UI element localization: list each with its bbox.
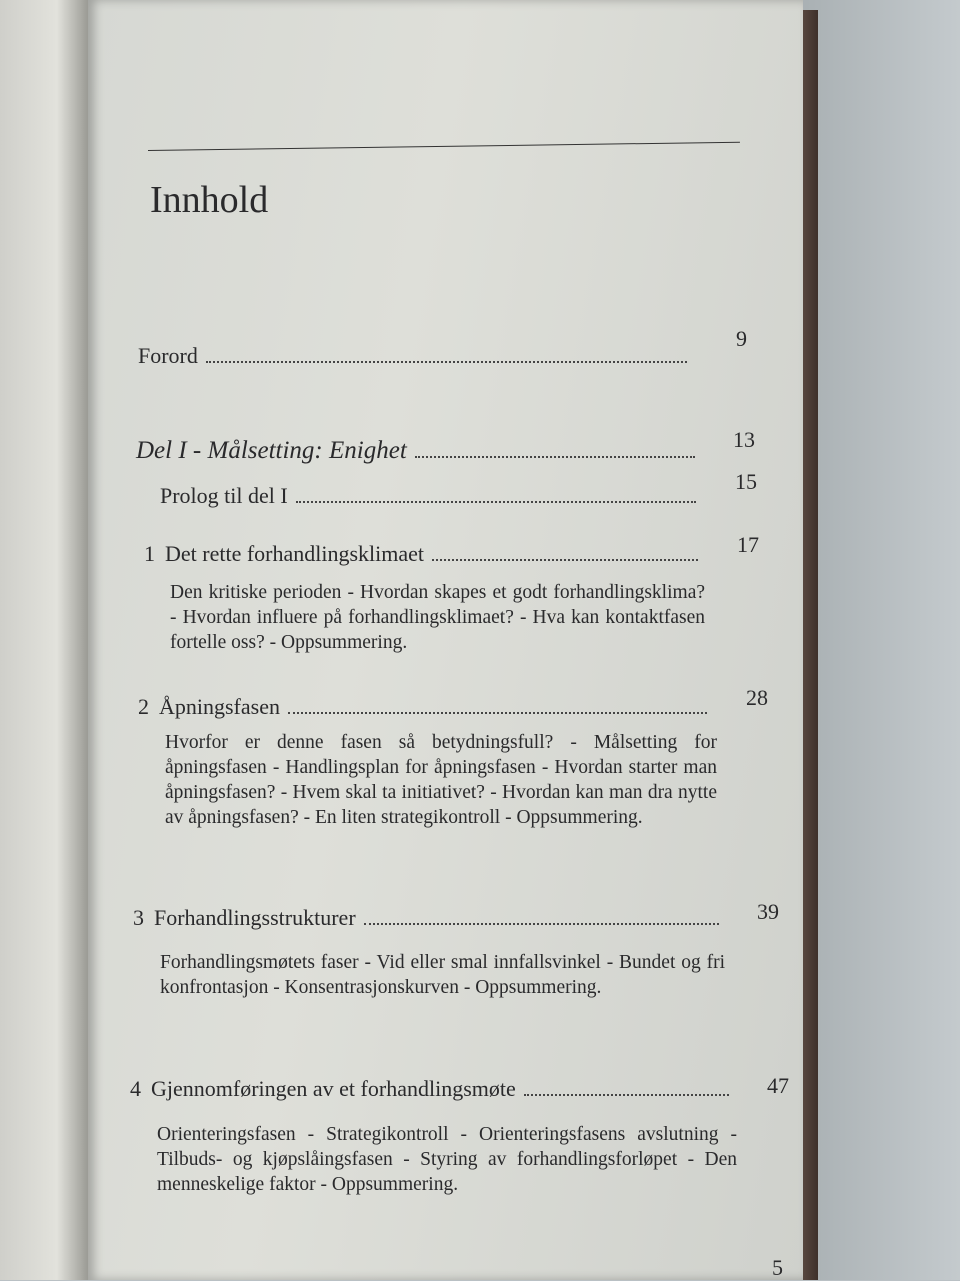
leader-dots bbox=[524, 1094, 729, 1096]
leader-dots bbox=[288, 712, 707, 714]
chapter-number: 2 bbox=[138, 694, 149, 719]
page-number: 15 bbox=[735, 469, 757, 494]
entry-label: Prolog til del I bbox=[160, 483, 288, 508]
leader-dots bbox=[364, 923, 719, 925]
chapter-number: 3 bbox=[133, 905, 144, 930]
folio-page-number: 5 bbox=[772, 1255, 783, 1280]
left-page bbox=[0, 0, 95, 1280]
page-number: 13 bbox=[733, 427, 755, 452]
chapter-description: Hvorfor er denne fasen så betydningsfull? - Målsetting for åpningsfasen - Handlingsplan for åpningsfasen - Hvordan starter man åpningsfasen? - Hvem skal ta initiativet? - Hvordan kan man dra nytte av åpningsfasen? - En liten strategikontroll - Oppsummering. bbox=[165, 732, 717, 828]
chapter-description: Den kritiske perioden - Hvordan skapes et godt forhandlingsklima? - Hvordan influere på forhandlingsklimaet? - Hva kan kontaktfasen fortelle oss? - Oppsummering. bbox=[170, 582, 705, 653]
entry-label: Det rette forhandlingsklimaet bbox=[165, 541, 425, 566]
table-background bbox=[800, 0, 960, 1280]
chapter-description: Forhandlingsmøtets faser - Vid eller smal innfallsvinkel - Bundet og fri konfrontasjon - Konsentrasjonskurven - Oppsummering. bbox=[160, 952, 725, 998]
page-number: 9 bbox=[736, 326, 747, 351]
chapter-number: 4 bbox=[130, 1076, 141, 1101]
toc-entry-chapter-1 bbox=[144, 541, 704, 567]
leader-dots bbox=[206, 361, 687, 363]
page-number: 17 bbox=[737, 532, 759, 557]
page-number: 28 bbox=[746, 685, 768, 710]
leader-dots bbox=[296, 501, 696, 503]
chapter-description: Orienteringsfasen - Strategikontroll - Orienteringsfasens avslutning - Tilbuds- og kjøpslåingsfasen - Styring av forhandlingsforløpet - Den menneskelige faktor - Oppsummering. bbox=[157, 1124, 737, 1195]
leader-dots bbox=[415, 456, 695, 458]
entry-label: Åpningsfasen bbox=[159, 694, 280, 719]
page-title: Innhold bbox=[150, 179, 269, 221]
toc-entry-chapter-2 bbox=[138, 694, 713, 720]
toc-entry-forord bbox=[138, 343, 693, 369]
toc-entry-part-1 bbox=[136, 437, 701, 465]
entry-label: Del I - Målsetting: Enighet bbox=[136, 437, 407, 464]
toc-entry-chapter-4 bbox=[130, 1076, 735, 1102]
toc-entry-prolog bbox=[160, 483, 702, 509]
entry-label: Gjennomføringen av et forhandlingsmøte bbox=[151, 1076, 516, 1101]
chapter-number: 1 bbox=[144, 541, 155, 566]
entry-label: Forord bbox=[138, 343, 198, 368]
toc-entry-chapter-3 bbox=[133, 905, 725, 931]
page-number: 39 bbox=[757, 899, 779, 924]
leader-dots bbox=[432, 559, 698, 561]
page-number: 47 bbox=[767, 1073, 789, 1098]
entry-label: Forhandlingsstrukturer bbox=[154, 905, 356, 930]
